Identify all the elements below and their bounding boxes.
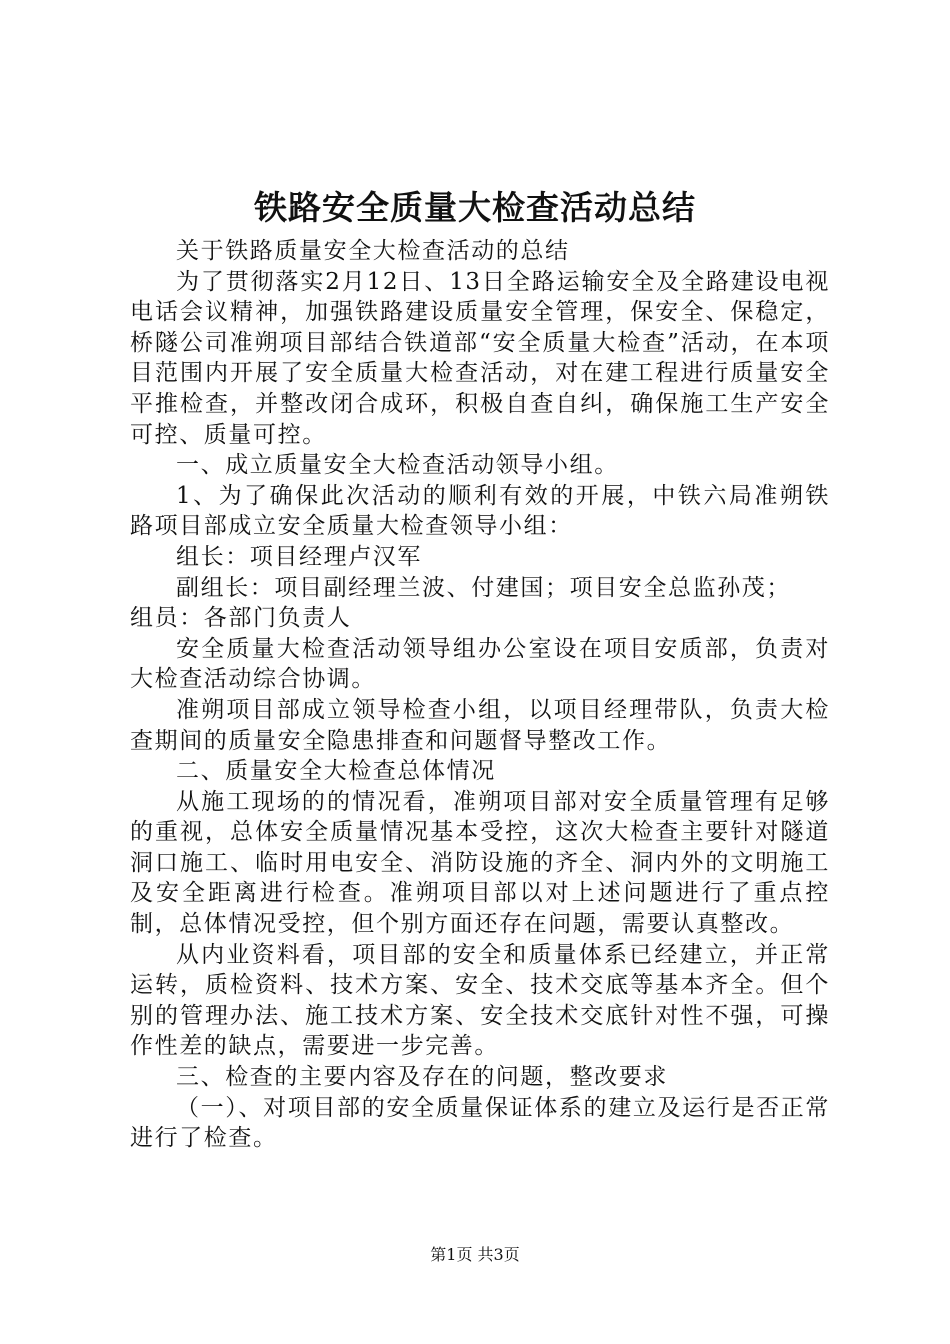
paragraph-leadership: 1、为了确保此次活动的顺利有效的开展，中铁六局准朔铁路项目部成立安全质量大检查领导小组：	[130, 482, 830, 540]
paragraph-site-situation: 从施工现场的的情况看，准朔项目部对安全质量管理有足够的重视，总体安全质量情况基本受控，这次大检查主要针对隧道洞口施工、临时用电安全、消防设施的齐全、洞内外的文明施工及安全距离进行检查。准朔项目部以对上述问题进行了重点控制，总体情况受控，但个别方面还存在问题，需要认真整改。	[130, 788, 830, 938]
paragraph-subtitle: 关于铁路质量安全大检查活动的总结	[176, 238, 570, 264]
section-heading-2: 二、质量安全大检查总体情况	[176, 758, 496, 785]
paragraph-office: 安全质量大检查活动领导组办公室设在项目安质部，负责对大检查活动综合协调。	[130, 635, 830, 693]
paragraph-group-leader: 组长：项目经理卢汉军	[176, 543, 422, 570]
document-body	[130, 236, 830, 1154]
paragraph-members: 组员：各部门负责人	[130, 605, 352, 632]
section-heading-1: 一、成立质量安全大检查活动领导小组。	[176, 452, 619, 479]
document-title: 铁路安全质量大检查活动总结	[254, 188, 696, 227]
paragraph-intro: 为了贯彻落实2月12日、13日全路运输安全及全路建设电视电话会议精神，加强铁路建设质量安全管理，保安全、保稳定，桥隧公司准朔项目部结合铁道部“安全质量大检查”活动，在本项目范围内开展了安全质量大检查活动，对在建工程进行质量安全平推检查，并整改闭合成环，积极自查自纠，确保施工生产安全可控、质量可控。	[130, 268, 830, 448]
paragraph-inspection-team: 准朔项目部成立领导检查小组，以项目经理带队，负责大检查期间的质量安全隐患排查和问题督导整改工作。	[130, 696, 830, 754]
page-footer: 第1页 共3页	[430, 1245, 520, 1264]
section-heading-3: 三、检查的主要内容及存在的问题，整改要求	[176, 1064, 668, 1091]
paragraph-subsection-1: （一）、对项目部的安全质量保证体系的建立及运行是否正常进行了检查。	[130, 1094, 830, 1152]
paragraph-documents: 从内业资料看，项目部的安全和质量体系已经建立，并正常运转，质检资料、技术方案、安全、技术交底等基本齐全。但个别的管理办法、施工技术方案、安全技术交底针对性不强，可操作性差的缺点，需要进一步完善。	[130, 941, 830, 1060]
paragraph-deputy-leader: 副组长：项目副经理兰波、付建国；项目安全总监孙茂；	[176, 574, 791, 601]
